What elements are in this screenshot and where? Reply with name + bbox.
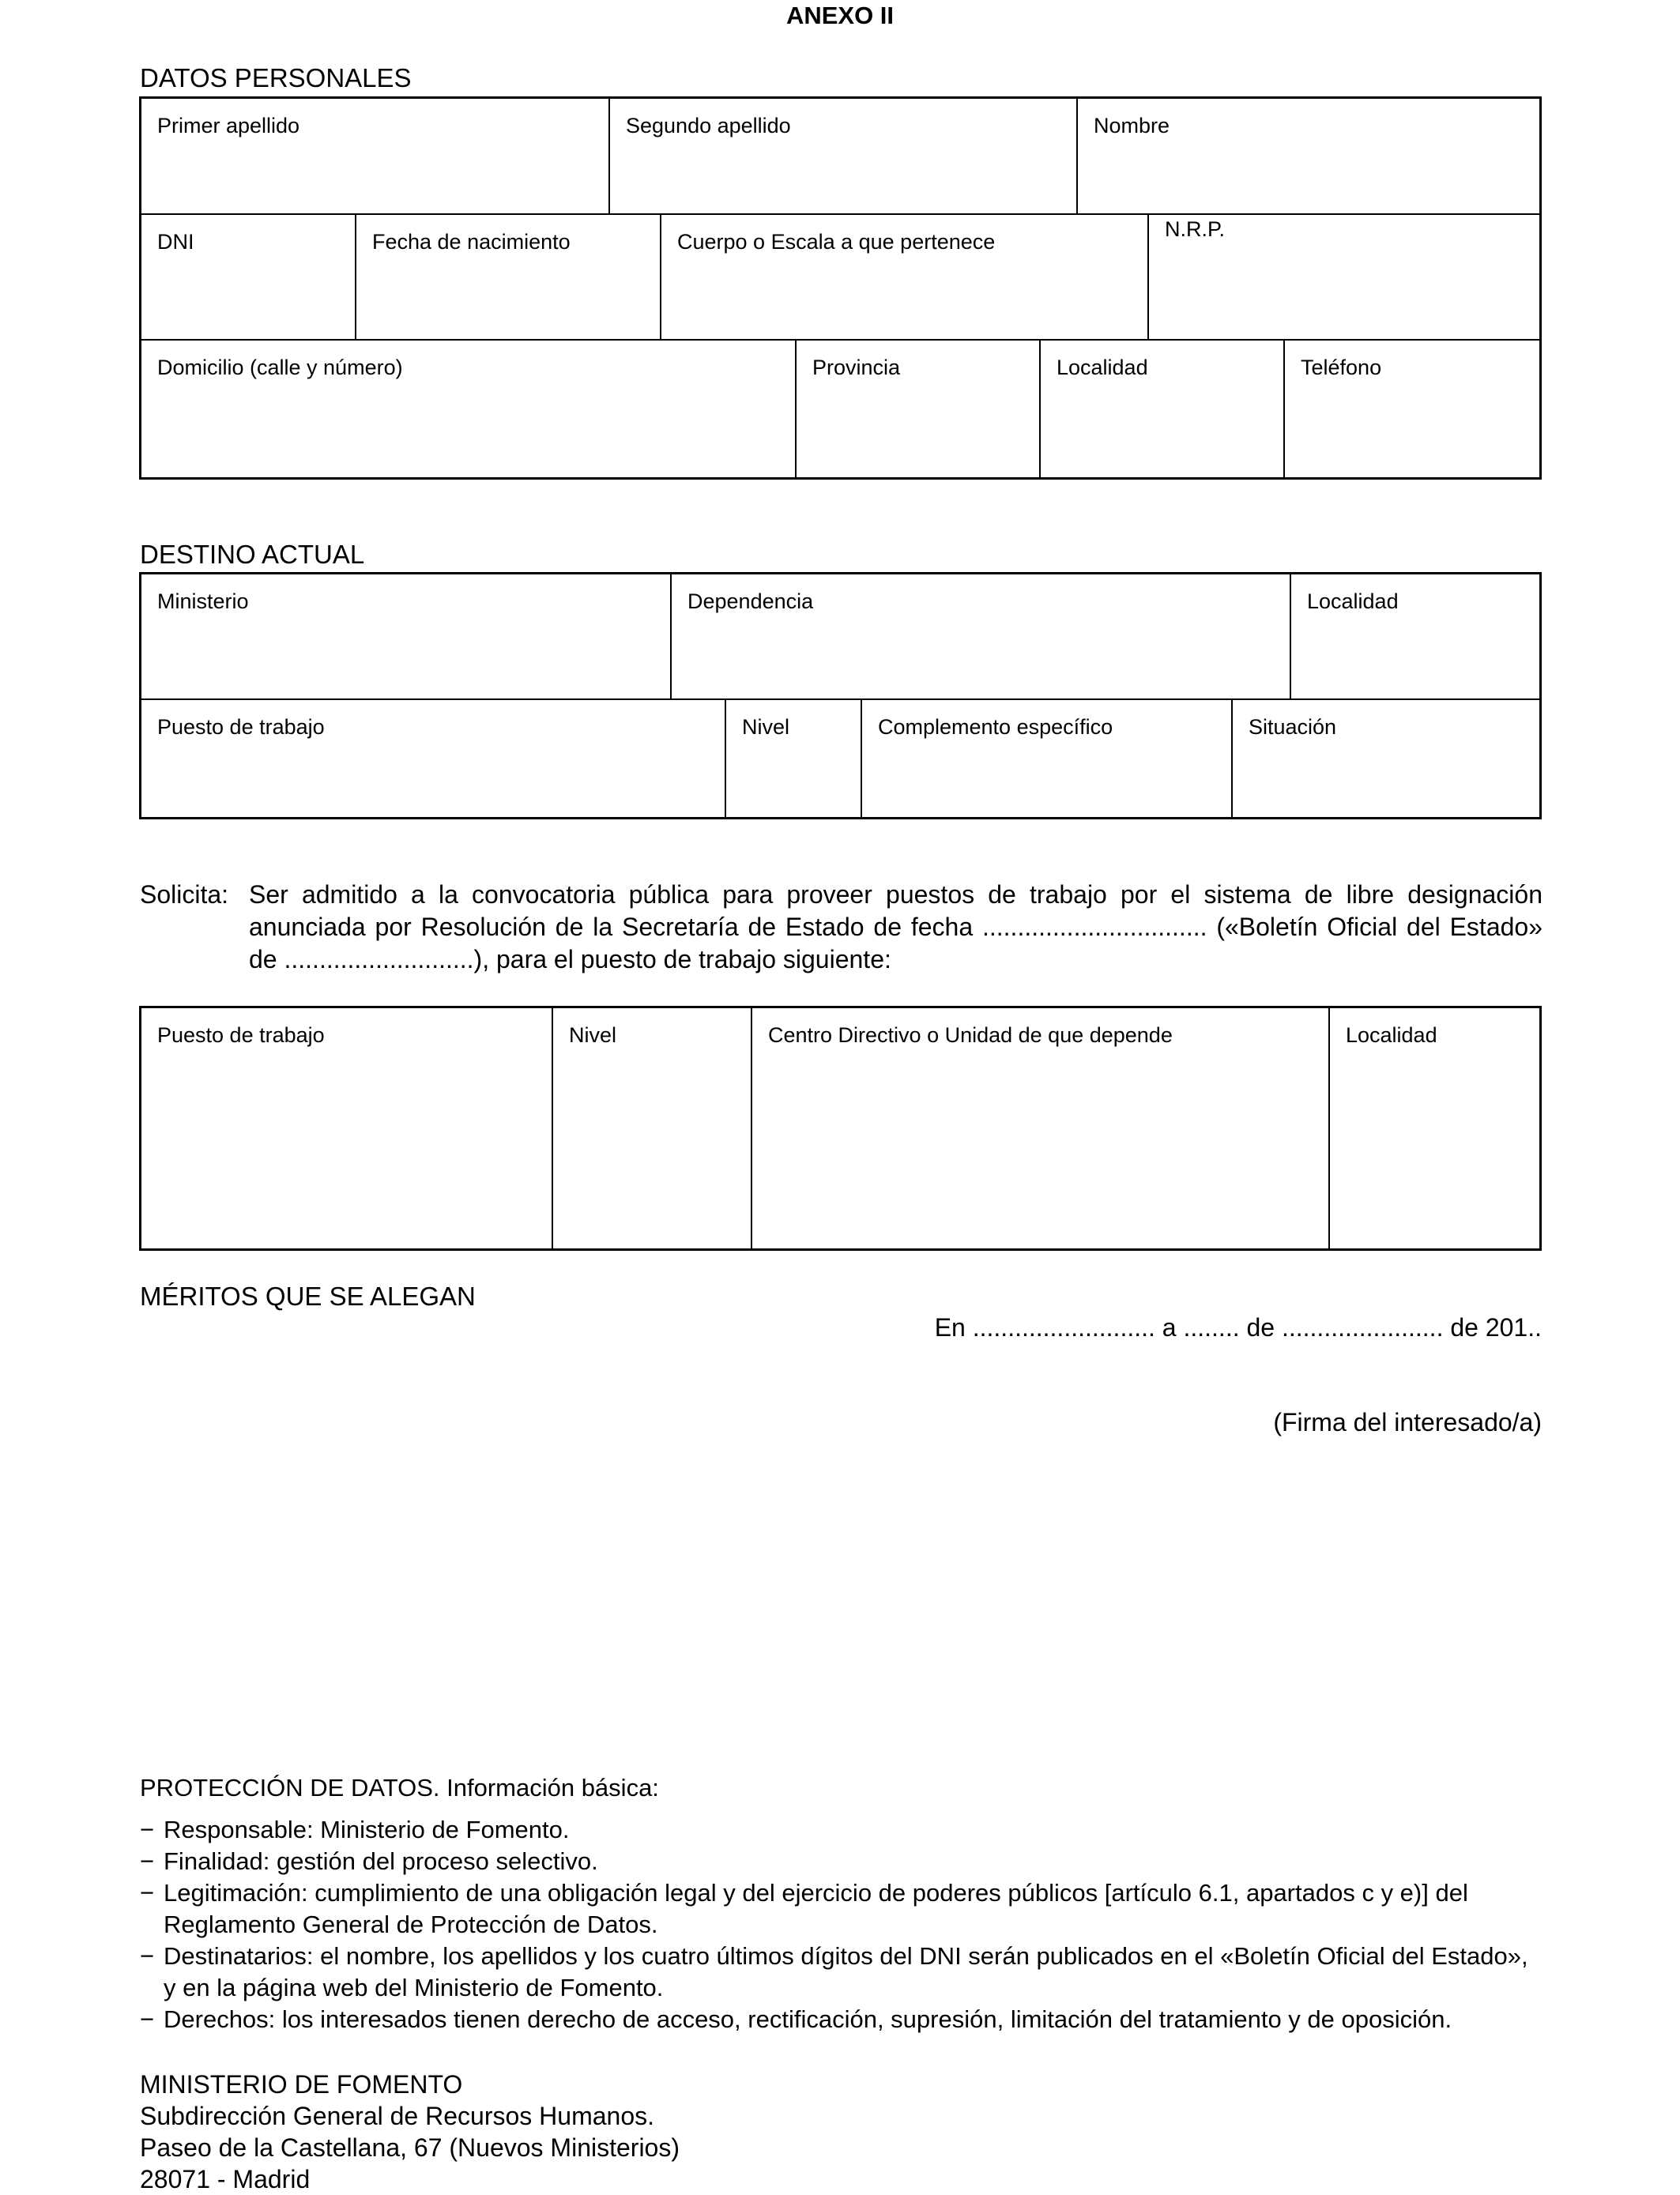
table-row xyxy=(141,1008,1539,1248)
signature-label: (Firma del interesado/a) xyxy=(1273,1408,1542,1436)
field-segundo-apellido[interactable]: Segundo apellido xyxy=(610,99,1078,213)
table-row xyxy=(141,99,1539,215)
field-nombre[interactable]: Nombre xyxy=(1094,114,1170,137)
field-complemento-especifico[interactable]: Complemento específico xyxy=(862,700,1233,817)
list-item: − Destinatarios: el nombre, los apellidos y los cuatro últimos dígitos del DNI serán publicados en el «Boletín Oficial del Estado», y en la página web del Ministerio de Fomento. xyxy=(140,1942,1528,2001)
field-localidad[interactable]: Localidad xyxy=(1041,341,1285,477)
section-heading-meritos: MÉRITOS QUE SE ALEGAN xyxy=(140,1282,476,1311)
field-situacion[interactable]: Situación xyxy=(1249,715,1337,739)
field-nivel-solicitado[interactable]: Nivel xyxy=(553,1008,752,1248)
solicita-paragraph xyxy=(140,879,1543,976)
address-line: Paseo de la Castellana, 67 (Nuevos Ministerios) xyxy=(140,2133,680,2162)
field-nrp[interactable]: N.R.P. xyxy=(1165,217,1226,241)
solicita-label: Solicita: xyxy=(140,880,229,909)
field-nivel[interactable]: Nivel xyxy=(726,700,862,817)
field-primer-apellido[interactable]: Primer apellido xyxy=(141,99,610,213)
field-localidad-destino[interactable]: Localidad xyxy=(1307,589,1399,613)
field-fecha-nacimiento[interactable]: Fecha de nacimiento xyxy=(356,215,661,339)
address-line: 28071 - Madrid xyxy=(140,2165,311,2193)
address-line: MINISTERIO DE FOMENTO xyxy=(140,2070,463,2099)
field-telefono[interactable]: Teléfono xyxy=(1301,356,1382,379)
proteccion-list xyxy=(140,1814,1531,2035)
field-provincia[interactable]: Provincia xyxy=(797,341,1041,477)
list-item: − Legitimación: cumplimiento de una obligación legal y del ejercicio de poderes públicos [artículo 6.1, apartados c y e)] del Reglamento General de Protección de Datos. xyxy=(140,1879,1468,1938)
puesto-solicitado-table xyxy=(139,1006,1542,1251)
address-line: Subdirección General de Recursos Humanos. xyxy=(140,2102,654,2130)
section-heading-proteccion: PROTECCIÓN DE DATOS. Información básica: xyxy=(140,1774,659,1802)
table-row xyxy=(141,574,1539,700)
list-item: − Finalidad: gestión del proceso selectivo. xyxy=(140,1847,598,1875)
page-title: ANEXO II xyxy=(785,2,895,29)
table-row xyxy=(141,215,1539,341)
field-domicilio[interactable]: Domicilio (calle y número) xyxy=(141,341,797,477)
datos-personales-table xyxy=(139,96,1542,480)
solicita-text: Ser admitido a la convocatoria pública para proveer puestos de trabajo por el sistema de libre designación anunciada por Resolución de la Secretaría de Estado de fecha ................................ («Boletín Oficial del Estado» de ...........................), para el puesto de trabajo siguiente: xyxy=(249,880,1543,973)
table-row xyxy=(141,341,1539,477)
section-heading-datos-personales: DATOS PERSONALES xyxy=(140,63,412,92)
field-puesto-solicitado[interactable]: Puesto de trabajo xyxy=(141,1008,553,1248)
field-ministerio[interactable]: Ministerio xyxy=(141,574,672,698)
field-dni[interactable]: DNI xyxy=(141,215,356,339)
field-dependencia[interactable]: Dependencia xyxy=(672,574,1291,698)
destino-actual-table xyxy=(139,572,1542,819)
place-date-line: En .......................... a ........ de ....................... de 201.. xyxy=(934,1313,1542,1342)
field-cuerpo-escala[interactable]: Cuerpo o Escala a que pertenece xyxy=(661,215,1149,339)
section-heading-destino-actual: DESTINO ACTUAL xyxy=(140,540,365,569)
field-puesto-trabajo[interactable]: Puesto de trabajo xyxy=(141,700,726,817)
address-block xyxy=(140,2069,680,2195)
table-row xyxy=(141,700,1539,817)
field-centro-directivo[interactable]: Centro Directivo o Unidad de que depende xyxy=(752,1008,1330,1248)
list-item: − Derechos: los interesados tienen derecho de acceso, rectificación, supresión, limitación del tratamiento y de oposición. xyxy=(140,2005,1452,2033)
list-item: − Responsable: Ministerio de Fomento. xyxy=(140,1816,570,1843)
field-localidad-solicitado[interactable]: Localidad xyxy=(1346,1023,1437,1047)
